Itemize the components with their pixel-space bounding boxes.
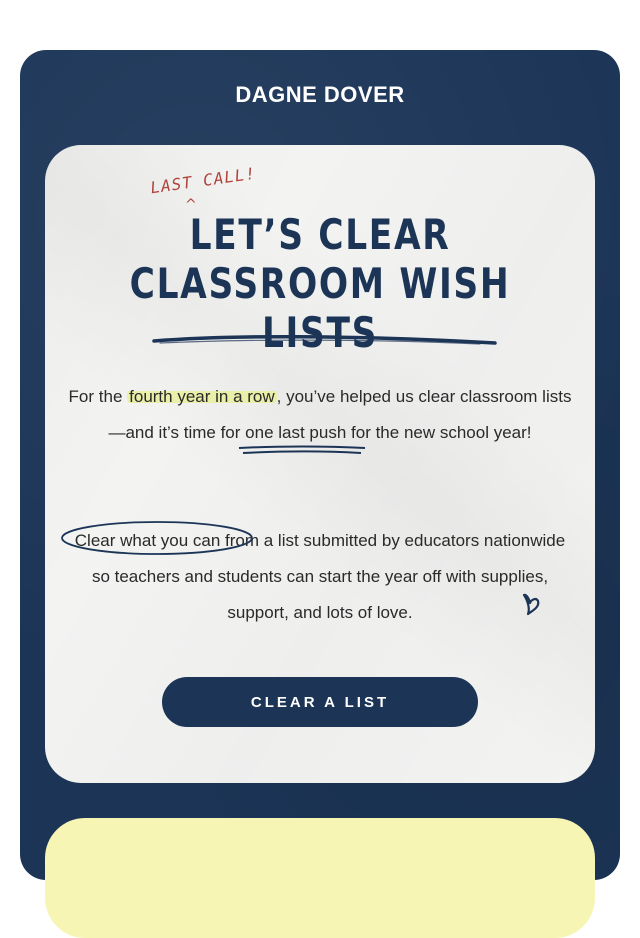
brush-underline-icon <box>150 331 500 349</box>
email-container <box>20 50 620 880</box>
hero-card <box>45 145 595 783</box>
headline-line-1: LET’S CLEAR <box>189 210 451 259</box>
highlight-fourth-year: fourth year in a row <box>129 387 275 406</box>
caret-icon: ^ <box>185 197 197 213</box>
circled-clear-what-you-can: Clear what you can <box>75 523 221 559</box>
secondary-card <box>45 818 595 938</box>
clear-a-list-button[interactable]: CLEAR A LIST <box>162 677 478 727</box>
intro-paragraph: For the fourth year in a row , you’ve helped us clear classroom lists—and it’s time for one last push for the new school year! <box>65 379 575 451</box>
underlined-one-last-push: one last push <box>245 415 346 451</box>
heart-icon <box>518 591 544 617</box>
hand-drawn-circle-icon <box>59 519 255 557</box>
last-call-annotation: LAST CALL! <box>149 163 258 198</box>
double-underline-icon <box>237 445 367 455</box>
headline-line-2: CLASSROOM WISH LISTS <box>129 259 511 357</box>
brand-logo[interactable]: DAGNE DOVER <box>235 82 405 107</box>
details-paragraph: Clear what you can from a list submitted by educators nationwide so teachers and students can start the year off with supplies, support, and lots of love. <box>65 523 575 631</box>
